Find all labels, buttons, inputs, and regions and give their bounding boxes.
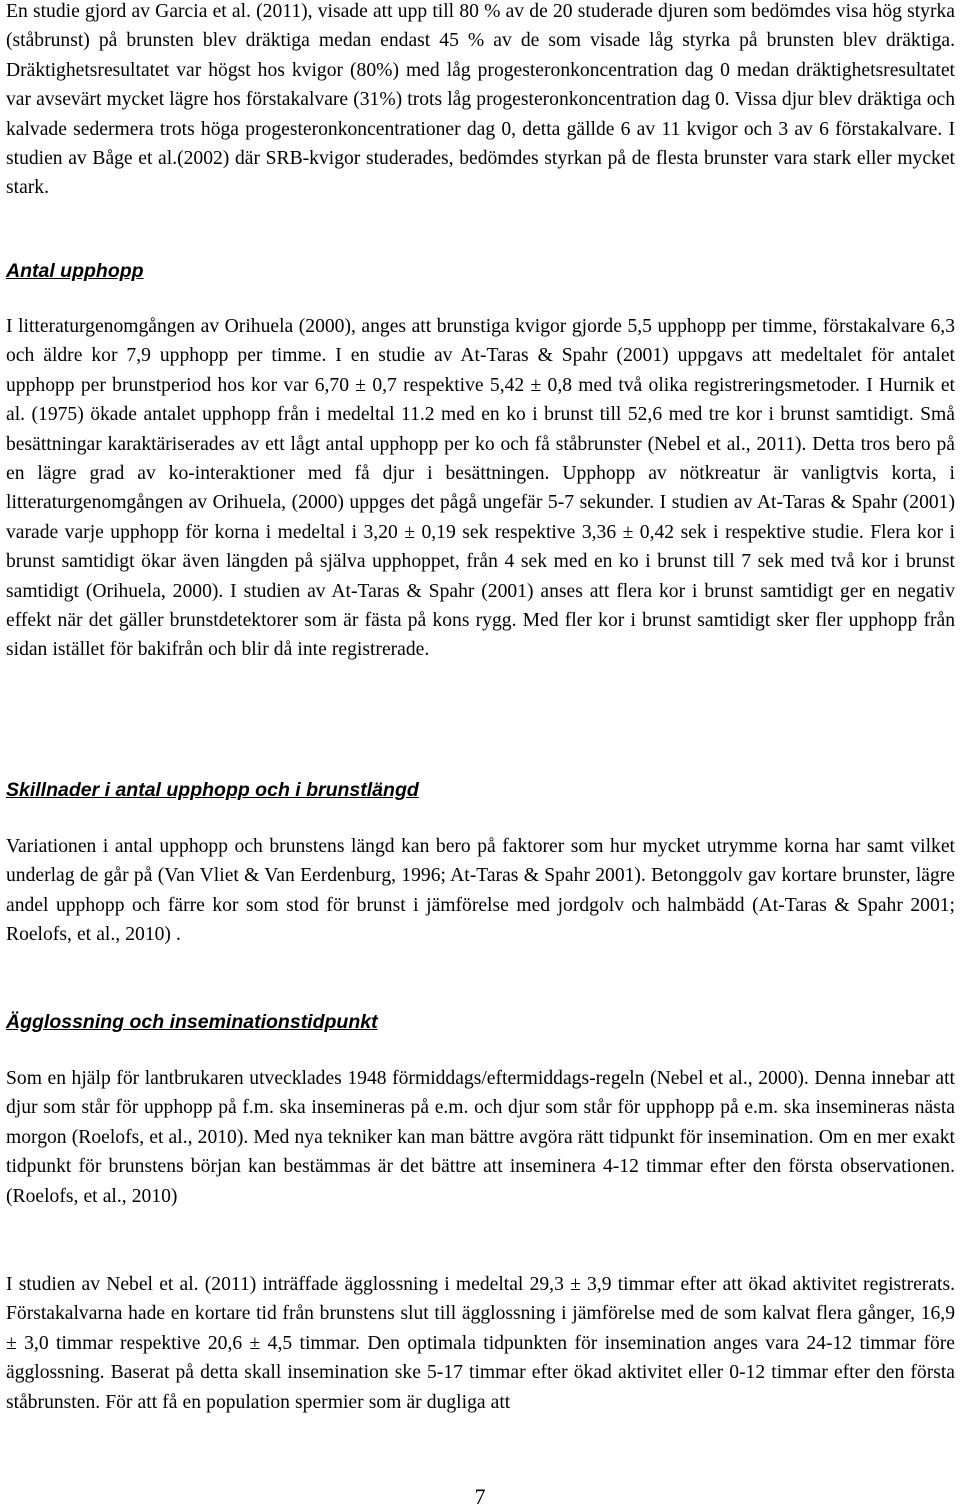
body-paragraph-pregnancy-results: En studie gjord av Garcia et al. (2011), visade att upp till 80 % av de 20 studerade djuren som bedömdes visa hög styrka (ståbrunst) på brunsten blev dräktiga medan endast 45 % av de som visade låg styrka på brunsten blev dräktiga. Dräktighetsresultatet var högst hos kvigor (80%) med låg progesteronkoncentration dag 0 medan dräktighetsresultatet var avsevärt mycket lägre hos förstakalvare (31%) trots låg progesteronkoncentration dag 0. Vissa djur blev dräktiga och kalvade sedermera trots höga progesteronkoncentrationer dag 0, detta gällde 6 av 11 kvigor och 3 av 6 förstakalvare. I studien av Båge et al.(2002) där SRB-kvigor studerades, bedömdes styrkan på de flesta brunster vara stark eller mycket stark. (6, 1, 955, 199)
section-heading-upphopp: Antal upphopp (6, 260, 144, 282)
section-heading-agglossning: Ägglossning och inseminationstidpunkt (6, 1011, 378, 1033)
section-heading-skillnader: Skillnader i antal upphopp och i brunstlängd (6, 779, 419, 801)
page-number: 7 (474, 1484, 486, 1509)
body-paragraph-ovulation-timing: I studien av Nebel et al. (2011) inträffade ägglossning i medeltal 29,3 ± 3,9 timmar efter att ökad aktivitet registrerats. Förstakalvarna hade en kortare tid från brunstens slut till ägglossning i jämförelse med de som kalvat flera gånger, 16,9 ± 3,0 timmar respektive 20,6 ± 4,5 timmar. Den optimala tidpunkten för insemination anges vara 24-12 timmar före ägglossning. Baserat på detta skall insemination ske 5-17 timmar efter ökad aktivitet eller 0-12 timmar efter den första ståbrunsten. För att få en population spermier som är dugliga att (6, 1274, 955, 1413)
body-paragraph-insemination-rule: Som en hjälp för lantbrukaren utvecklades 1948 förmiddags/eftermiddags-regeln (Nebel et al., 2000). Denna innebar att djur som står för upphopp på f.m. ska insemineras på e.m. och djur som står för upphopp på e.m. ska insemineras nästa morgon (Roelofs, et al., 2010). Med nya tekniker kan man bättre avgöra rätt tidpunkt för insemination. Om en mer exakt tidpunkt för brunstens början kan bestämmas är det bättre att inseminera 4-12 timmar efter den första observationen. (Roelofs, et al., 2010) (6, 1068, 955, 1207)
body-paragraph-skillnader: Variationen i antal upphopp och brunstens längd kan bero på faktorer som hur mycket utrymme korna har samt vilket underlag de går på (Van Vliet & Van Eerdenburg, 1996; At-Taras & Spahr 2001). Betonggolv gav kortare brunster, lägre andel upphopp och färre kor som stod för brunst i jämförelse med jordgolv och halmbädd (At-Taras & Spahr 2001; Roelofs, et al., 2010) . (6, 836, 955, 946)
body-paragraph-upphopp: I litteraturgenomgången av Orihuela (2000), anges att brunstiga kvigor gjorde 5,5 upphopp per timme, förstakalvare 6,3 och äldre kor 7,9 upphopp per timme. I en studie av At-Taras & Spahr (2001) uppgavs att medeltalet för antalet upphopp per brunstperiod hos kor var 6,70 ± 0,7 respektive 5,42 ± 0,8 med två olika registreringsmetoder. I Hurnik et al. (1975) ökade antalet upphopp från i medeltal 11.2 med en ko i brunst till 52,6 med tre kor i brunst samtidigt. Små besättningar karaktäriserades av ett lågt antal upphopp per ko och få ståbrunster (Nebel et al., 2011). Detta tros bero på en lägre grad av ko-interaktioner med få djur i besättningen. Upphopp av nötkreatur är vanligtvis korta, i litteraturgenomgången av Orihuela, (2000) uppges det pågå ungefär 5-7 sekunder. I studien av At-Taras & Spahr (2001) varade varje upphopp för korna i medeltal i 3,20 ± 0,19 sek respektive 3,36 ± 0,42 sek i respektive studie. Flera kor i brunst samtidigt ökar även längden på själva upphoppet, från 4 sek med en ko i brunst till 7 sek med två kor i brunst samtidigt (Orihuela, 2000). I studien av At-Taras & Spahr (2001) anses att flera kor i brunst samtidigt ger en negativ effekt när det gäller brunstdetektorer som är fästa på kons rygg. Med fler kor i brunst samtidigt sker fler upphopp från sidan istället för bakifrån och blir då inte registrerade. (6, 316, 955, 661)
